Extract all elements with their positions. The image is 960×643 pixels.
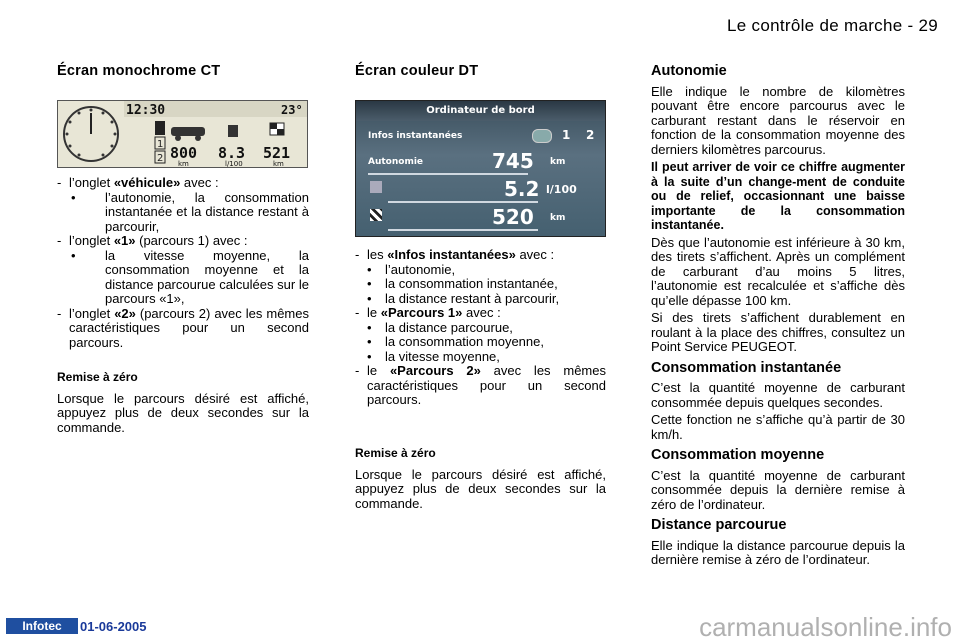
- sub-list-item: • l’autonomie, la consommation instantanée et la distance restant à parcourir,: [71, 189, 309, 234]
- dt-row-autonomie: Autonomie 745 km: [368, 149, 566, 173]
- page-header-title: Le contrôle de marche - 29: [727, 16, 938, 35]
- color-list: [355, 248, 606, 408]
- autonomie-text-1: Elle indique le nombre de kilomètres pouvant être encore parcourus avec le carburant restant dans le réservoir en fonction de la consommation moyenne des derniers kilomètres parcourus.: [651, 83, 905, 157]
- section-title-color: Écran couleur DT: [355, 63, 479, 79]
- color-reset: [355, 446, 606, 511]
- sub-list-item: • la vitesse moyenne, la consommation moyenne et la distance parcourue calculées sur le parcours «1»,: [71, 247, 309, 306]
- lcd-pump-icon: [228, 125, 238, 137]
- autonomie-text-3: Si des tirets s’affichent durablement en roulant à la place des chiffres, consultez un Point Service PEUGEOT.: [651, 310, 905, 354]
- autonomie-text-2: Dès que l’autonomie est inférieure à 30 km, des tirets s’affichent. Après un complément de carburant d’au moins 5 litres, l’autonomie est recalculée et s’affiche dès qu’elle dépasse 100 km.: [651, 234, 905, 308]
- dt-header: Ordinateur de bord: [356, 101, 605, 121]
- dt-row-infos: Infos instantanées 1 2: [368, 128, 595, 142]
- flag-icon: [370, 209, 382, 221]
- reset-text: Lorsque le parcours désiré est affiché, appuyez plus de deux secondes sur la commande.: [355, 466, 606, 511]
- lcd-unit-2: l/100: [225, 160, 243, 167]
- lcd-value-2: 8.3: [218, 144, 246, 162]
- monochrome-list: [57, 176, 309, 350]
- average-consumption-text: C’est la quantité moyenne de carburant consommée depuis la dernière remise à zéro de l’ordinateur.: [651, 467, 905, 512]
- lcd-vehicle-tab-icon: [155, 121, 165, 135]
- monochrome-reset: [57, 370, 309, 435]
- list-item: - l’onglet «1» (parcours 1) avec : • la vitesse moyenne, la consommation moyenne et la distance parcourue calculées sur le parcours «1»,: [57, 233, 309, 306]
- instant-consumption-title: Consommation instantanée: [651, 359, 842, 376]
- sub-list-item: • la distance restant à parcourir,: [367, 290, 560, 306]
- footer-date: 01-06-2005: [80, 619, 147, 634]
- lcd-unit-3: km: [273, 160, 284, 167]
- list-item: - l’onglet «véhicule» avec : • l’autonomie, la consommation instantanée et la distance restant à parcourir,: [57, 175, 309, 234]
- lcd-value-3: 521: [263, 144, 291, 162]
- lcd-screen-graphic: [58, 101, 307, 167]
- sub-list-item: • la distance parcourue,: [367, 319, 513, 335]
- column-monochrome: [57, 64, 309, 79]
- lcd-time: 12:30: [126, 103, 166, 118]
- reset-text: Lorsque le parcours désiré est affiché, appuyez plus de deux secondes sur la commande.: [57, 390, 309, 435]
- list-item: - les «Infos instantanées» avec : • l’autonomie, • la consommation instantanée, • la distance restant à parcourir,: [355, 248, 606, 306]
- instant-consumption-text-2: Cette fonction ne s’affiche qu’à partir de 30 km/h.: [651, 412, 905, 442]
- distance-text: Elle indique la distance parcourue depuis la dernière remise à zéro de l’ordinateur.: [651, 537, 905, 567]
- list-item: - le «Parcours 2» avec les mêmes caractéristiques pour un second parcours.: [355, 363, 606, 407]
- column-definitions: [651, 64, 905, 568]
- infotec-logo: Infotec: [6, 618, 78, 634]
- lcd-flag-icon: [270, 123, 284, 135]
- distance-title: Distance parcourue: [651, 517, 787, 533]
- average-consumption-title: Consommation moyenne: [651, 447, 825, 463]
- watermark: carmanualsonline.info: [699, 612, 952, 642]
- pump-icon: [370, 181, 382, 193]
- dt-row-distance: 520 km: [362, 205, 599, 233]
- reset-title: Remise à zéro: [57, 370, 138, 384]
- dt-car-icon: [532, 129, 552, 143]
- column-color: [355, 64, 606, 79]
- sub-list-item: • l’autonomie,: [367, 261, 456, 277]
- list-item: - le «Parcours 1» avec : • la distance parcourue, • la consommation moyenne, • la vitesse moyenne,: [355, 306, 606, 364]
- dt-row-consumption: 5.2 l/100: [362, 177, 599, 205]
- sub-list-item: • la consommation moyenne,: [367, 334, 544, 349]
- section-title-monochrome: Écran monochrome CT: [57, 63, 221, 79]
- lcd-tab-1: 1: [157, 139, 164, 150]
- lcd-screen-image: [57, 100, 308, 168]
- autonomie-warning: Il peut arriver de voir ce chiffre augmenter à la suite d’un change-ment de conduite ou de relief, occasionnant une baisse importante de la consommation instantanée.: [651, 160, 905, 232]
- lcd-tab-2: 2: [157, 153, 164, 164]
- lcd-temp: 23°: [281, 103, 303, 117]
- lcd-unit-1: km: [178, 160, 189, 167]
- color-screen-image: [355, 100, 606, 237]
- reset-title: Remise à zéro: [355, 446, 436, 460]
- sub-list-item: • la vitesse moyenne,: [367, 348, 500, 364]
- lcd-value-1: 800: [170, 144, 198, 162]
- instant-consumption-text-1: C’est la quantité moyenne de carburant consommée depuis quelques secondes.: [651, 380, 905, 410]
- list-item: - l’onglet «2» (parcours 2) avec les mêmes caractéristiques pour un second parcours.: [57, 305, 309, 350]
- sub-list-item: • la consommation instantanée,: [367, 276, 558, 291]
- autonomie-title: Autonomie: [651, 63, 727, 79]
